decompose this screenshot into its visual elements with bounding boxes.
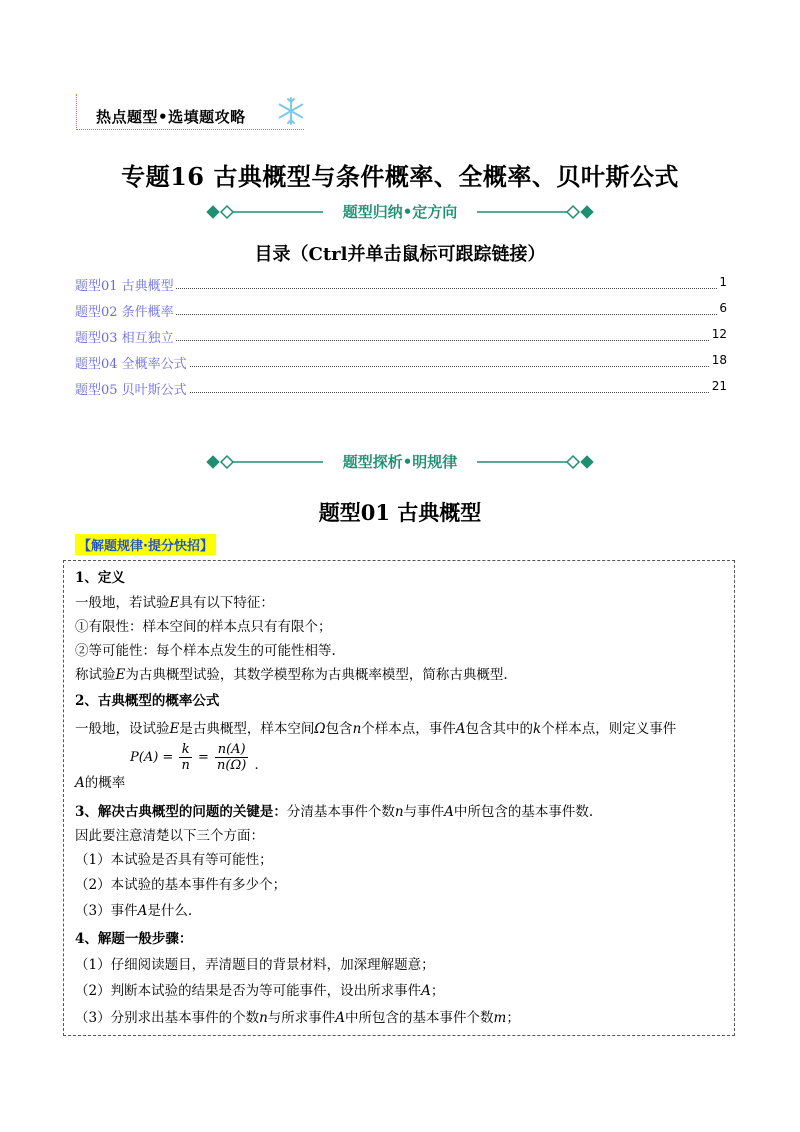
toc-item-page: 6 bbox=[719, 301, 727, 315]
text-line: 3、解决古典概型的问题的关键是：分清基本事件个数n与事件A中所包含的基本事件数. bbox=[75, 804, 594, 820]
document-title: 专题16 古典概型与条件概率、全概率、贝叶斯公式 bbox=[121, 162, 679, 191]
toc-item-label[interactable]: 题型04 全概率公式 bbox=[75, 353, 189, 372]
text-line: （1）本试验是否具有等可能性； bbox=[75, 852, 273, 868]
banner-analysis-text: 题型探析•明规律 bbox=[342, 453, 458, 471]
text-line: （2）本试验的基本事件有多少个； bbox=[75, 877, 287, 893]
heading-formula: 2、古典概型的概率公式 bbox=[75, 693, 220, 709]
header-decor-line bbox=[76, 94, 77, 130]
text-line: ①有限性：样本空间的样本点只有有限个； bbox=[75, 619, 332, 635]
banner-analysis bbox=[205, 450, 595, 474]
probability-formula: P(A) = $\frac{k}{n}$ = $\frac{n(A)}{n(\Omega)}$ . bbox=[130, 742, 259, 773]
header-tag: 热点题型•选填题攻略 bbox=[96, 108, 246, 126]
header-underline bbox=[76, 129, 304, 130]
toc-item[interactable] bbox=[75, 301, 727, 321]
toc-item[interactable] bbox=[75, 327, 727, 347]
text-line: （1）仔细阅读题目，弄清题目的背景材料，加深理解题意； bbox=[75, 957, 435, 973]
tips-tag: 【解题规律·提分快招】 bbox=[75, 534, 216, 555]
toc-item-label[interactable]: 题型05 贝叶斯公式 bbox=[75, 379, 189, 398]
toc-item-page: 21 bbox=[711, 379, 727, 393]
text-line: 一般地，若试验E具有以下特征： bbox=[75, 595, 274, 611]
toc-item[interactable] bbox=[75, 275, 727, 295]
heading-definition: 1、定义 bbox=[75, 570, 125, 586]
text-line: （2）判断本试验的结果是否为等可能事件，设出所求事件A； bbox=[75, 983, 445, 999]
banner-summary-text: 题型归纳•定方向 bbox=[342, 203, 458, 221]
text-line: ②等可能性：每个样本点发生的可能性相等. bbox=[75, 643, 336, 659]
banner-summary bbox=[205, 200, 595, 224]
toc-heading: 目录（Ctrl并单击鼠标可跟踪链接） bbox=[254, 244, 546, 265]
section-title: 题型01 古典概型 bbox=[318, 500, 482, 525]
toc-item-label[interactable]: 题型01 古典概型 bbox=[75, 275, 176, 294]
toc-item-label[interactable]: 题型03 相互独立 bbox=[75, 327, 176, 346]
text-line: 称试验E为古典概型试验，其数学模型称为古典概率模型，简称古典概型. bbox=[75, 667, 508, 683]
toc-item[interactable] bbox=[75, 379, 727, 399]
toc-item-page: 12 bbox=[711, 327, 727, 341]
heading-steps: 4、解题一般步骤： bbox=[75, 931, 193, 947]
text-line: （3）事件A是什么. bbox=[75, 903, 193, 919]
text-line: 因此要注意清楚以下三个方面： bbox=[75, 828, 264, 844]
text-line: （3）分别求出基本事件的个数n与所求事件A中所包含的基本事件个数m； bbox=[75, 1010, 520, 1026]
text-line: 一般地，设试验E是古典概型，样本空间Ω包含n个样本点，事件A包含其中的k个样本点，则定义事件 bbox=[75, 721, 677, 737]
text-line: A的概率 bbox=[75, 775, 126, 791]
toc-item-label[interactable]: 题型02 条件概率 bbox=[75, 301, 176, 320]
toc-item-page: 18 bbox=[711, 353, 727, 367]
toc-item[interactable] bbox=[75, 353, 727, 373]
toc-item-page: 1 bbox=[719, 275, 727, 289]
snowflake-icon bbox=[276, 96, 306, 126]
